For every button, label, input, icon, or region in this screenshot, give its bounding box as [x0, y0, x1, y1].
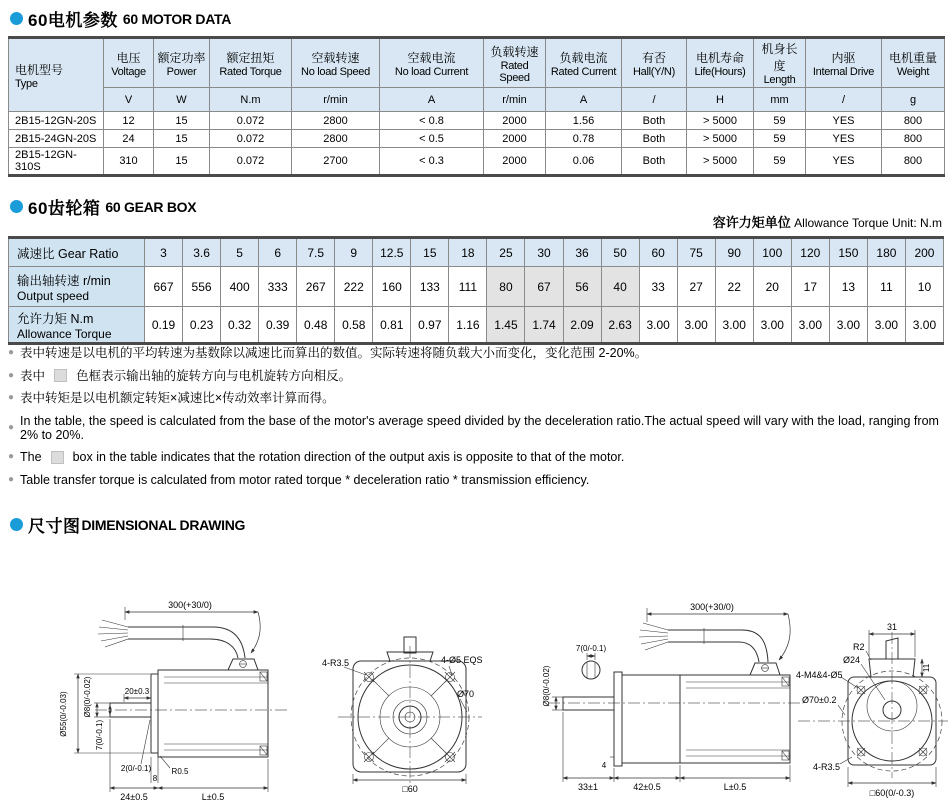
motor-value-cell: 2000: [484, 130, 546, 148]
gear-row-label-line2: Output speed: [17, 288, 90, 303]
motor-value-cell: YES: [806, 130, 882, 148]
gear-value-cell: 0.39: [259, 307, 297, 344]
motor-col-header-zh: 电机型号: [15, 62, 64, 77]
gear-value-cell: 333: [259, 267, 297, 307]
gear-ratio-cell: 150: [829, 238, 867, 267]
gear-ratio-cell: 5: [221, 238, 259, 267]
gear-ratio-cell: 12.5: [373, 238, 411, 267]
motor-col-header-en: Rated Current: [550, 65, 617, 78]
motor-value-cell: 0.78: [546, 130, 622, 148]
gear-value-cell: 0.97: [411, 307, 449, 344]
dim-label-body-dia: Ø55(0/-0.03): [59, 691, 68, 737]
motor-model-cell: 2B15-12GN-310S: [9, 148, 104, 176]
motor-unit-cell: r/min: [484, 88, 546, 112]
motor-value-cell: 800: [882, 148, 945, 176]
dim-label-mount-holes: 4-Ø5 EQS: [441, 655, 483, 665]
gear-value-cell: 3.00: [905, 307, 943, 344]
motor-col-header-zh: 负载电流: [559, 50, 608, 65]
motor-value-cell: 59: [754, 148, 806, 176]
motor-value-cell: 15: [154, 112, 210, 130]
motor-col-header-zh: 负载转速: [490, 44, 539, 59]
motor-unit-cell: W: [154, 88, 210, 112]
gear-value-cell: 22: [715, 267, 753, 307]
motor-col-header: [484, 38, 546, 88]
motor-unit-cell: A: [380, 88, 484, 112]
bullet-dot-icon: [10, 12, 23, 25]
gear-row-label-line2: Allowance Torque: [17, 326, 112, 341]
gear-table-row: [9, 267, 944, 307]
gear-ratio-cell: 3.6: [183, 238, 221, 267]
gear-value-cell: 0.23: [183, 307, 221, 344]
gear-row-label-line1: 输出轴转速 r/min: [17, 273, 111, 288]
motor-col-header: [687, 38, 754, 88]
note-bullet-icon: ●: [8, 451, 15, 462]
bullet-dot-icon: [10, 200, 23, 213]
gear-value-cell: 33: [639, 267, 677, 307]
drawing-gearmotor-side-view: [542, 602, 800, 792]
gear-ratio-cell: 50: [601, 238, 639, 267]
gear-row-label: [9, 267, 145, 307]
motor-col-header: [9, 38, 104, 112]
allowance-torque-unit-note: [713, 212, 942, 231]
dim-label-body-length: L±0.5: [723, 782, 747, 792]
motor-col-header: [380, 38, 484, 88]
note-text: 色框表示输出轴的旋转方向与电机旋转方向相反。: [76, 368, 352, 383]
motor-value-cell: YES: [806, 148, 882, 176]
motor-table-body: [9, 112, 945, 176]
gear-ratio-cell: 100: [753, 238, 791, 267]
gear-ratio-cell: 7.5: [297, 238, 335, 267]
motor-value-cell: 2800: [292, 130, 380, 148]
unit-note-en: Allowance Torque Unit: N.m: [794, 216, 942, 230]
motor-value-cell: > 5000: [687, 148, 754, 176]
motor-value-cell: < 0.5: [380, 130, 484, 148]
dim-label-corner-radius: 4-R3.5: [813, 762, 841, 772]
motor-col-header: [882, 38, 945, 88]
dim-label-mount-holes: 4-M4&4-Ø5: [796, 670, 843, 680]
motor-value-cell: 2000: [484, 148, 546, 176]
gear-value-cell: 3.00: [677, 307, 715, 344]
motor-unit-cell: N.m: [210, 88, 292, 112]
gear-value-cell: 0.81: [373, 307, 411, 344]
drawing-motor-front-view: [322, 637, 483, 794]
motor-value-cell: Both: [622, 130, 687, 148]
note-item: [8, 414, 944, 442]
dim-label-cable-length: 300(+30/0): [690, 602, 734, 612]
motor-col-header-zh: 电机重量: [888, 50, 937, 65]
motor-value-cell: 0.06: [546, 148, 622, 176]
motor-col-header-zh: 空载转速: [311, 50, 360, 65]
note-bullet-icon: ●: [8, 392, 15, 403]
gear-ratio-cell: 18: [449, 238, 487, 267]
motor-value-cell: 310: [104, 148, 154, 176]
gear-value-cell: 13: [829, 267, 867, 307]
motor-value-cell: 12: [104, 112, 154, 130]
dim-label-hub-dia: Ø24: [843, 655, 861, 665]
gear-table-row: [9, 307, 944, 344]
motor-title-zh: 60电机参数: [28, 11, 118, 30]
gear-value-cell: 11: [867, 267, 905, 307]
dim-label-radius: R2: [853, 642, 865, 652]
note-bullet-icon: ●: [8, 421, 15, 433]
dim-label-circle-dia: Ø70: [457, 689, 475, 699]
gear-value-cell: 20: [753, 267, 791, 307]
motor-value-cell: YES: [806, 112, 882, 130]
gray-box-swatch: [54, 369, 67, 382]
gear-value-cell: 3.00: [867, 307, 905, 344]
motor-table-row: [9, 148, 945, 176]
motor-col-header-en: Rated Speed: [499, 59, 530, 84]
motor-col-header-zh: 电压: [116, 50, 141, 65]
motor-value-cell: 59: [754, 112, 806, 130]
motor-unit-cell: g: [882, 88, 945, 112]
dim-label-body-length: L±0.5: [201, 792, 225, 802]
motor-col-header-en: Life(Hours): [694, 65, 746, 78]
gear-ratio-cell: 180: [867, 238, 905, 267]
motor-data-table: [8, 36, 945, 177]
motor-title-en: 60 MOTOR DATA: [122, 10, 232, 27]
gear-value-cell: 3.00: [829, 307, 867, 344]
motor-value-cell: 0.072: [210, 112, 292, 130]
gear-ratio-cell: 200: [905, 238, 943, 267]
motor-col-header: [292, 38, 380, 88]
gearbox-title-en: 60 GEAR BOX: [105, 198, 197, 215]
dimensional-drawings: [0, 540, 950, 808]
motor-value-cell: 1.56: [546, 112, 622, 130]
motor-col-header: [806, 38, 882, 88]
dim-label-key-flat: 7(0/-0.1): [95, 719, 104, 751]
note-text: Table transfer torque is calculated from motor rated torque * deceleration ratio * transmission efficiency.: [20, 472, 590, 487]
motor-value-cell: 2800: [292, 112, 380, 130]
gear-value-cell: 111: [449, 267, 487, 307]
gear-value-cell: 3.00: [753, 307, 791, 344]
motor-col-header-en: Weight: [896, 65, 930, 78]
gear-ratio-cell: 30: [525, 238, 563, 267]
gear-value-cell: 56: [563, 267, 601, 307]
gear-value-cell: 1.74: [525, 307, 563, 344]
motor-value-cell: 15: [154, 148, 210, 176]
note-item: [8, 450, 944, 464]
dim-label-step: 4: [601, 761, 607, 770]
motor-col-header-en: No load Current: [394, 65, 469, 78]
motor-col-header-en: No load Speed: [301, 65, 370, 78]
dim-label-front-length: 24±0.5: [120, 792, 148, 802]
gear-value-cell: 160: [373, 267, 411, 307]
motor-col-header: [210, 38, 292, 88]
gray-box-swatch: [51, 451, 64, 464]
gearbox-title-zh: 60齿轮箱: [28, 199, 101, 218]
motor-unit-cell: H: [687, 88, 754, 112]
unit-note-zh: 容许力矩单位: [712, 215, 791, 230]
dim-label-key-flat: 7(0/-0.1): [575, 644, 607, 653]
gear-ratio-cell: 90: [715, 238, 753, 267]
motor-value-cell: 24: [104, 130, 154, 148]
gear-value-cell: 2.09: [563, 307, 601, 344]
motor-value-cell: 15: [154, 130, 210, 148]
dim-label-corner-radius: 4-R3.5: [322, 658, 350, 668]
dim-label-shaft-dia: Ø8(0/-0.02): [83, 676, 92, 718]
motor-value-cell: < 0.3: [380, 148, 484, 176]
motor-col-header-en: Rated Torque: [219, 65, 282, 78]
motor-col-header: [154, 38, 210, 88]
gear-value-cell: 667: [145, 267, 183, 307]
note-item: [8, 473, 944, 487]
motor-col-header-zh: 内驱: [831, 50, 856, 65]
gear-value-cell: 133: [411, 267, 449, 307]
dim-label-shaft-length: 33±1: [578, 782, 598, 792]
gear-value-cell: 3.00: [639, 307, 677, 344]
dim-label-key-depth: 2(0/-0.1): [120, 764, 152, 773]
dim-label-step: 8: [152, 774, 158, 783]
motor-value-cell: 2000: [484, 112, 546, 130]
note-item: [8, 369, 944, 383]
gear-row-label: [9, 238, 145, 267]
note-bullet-icon: ●: [8, 473, 15, 485]
gear-value-cell: 1.16: [449, 307, 487, 344]
motor-table-row: [9, 112, 945, 130]
motor-unit-cell: /: [806, 88, 882, 112]
gear-value-cell: 1.45: [487, 307, 525, 344]
motor-col-header-zh: 机身长度: [761, 42, 798, 73]
motor-section-title: [10, 6, 231, 31]
gear-table-body: [9, 238, 944, 344]
note-item: [8, 391, 944, 405]
note-text: In the table, the speed is calculated from the base of the motor's average speed divided by the deceleration ratio.The actual speed will vary with the load, ranging from 2% to 20%.: [20, 413, 939, 442]
motor-col-header-zh: 电机寿命: [695, 50, 744, 65]
gear-ratio-cell: 6: [259, 238, 297, 267]
gear-value-cell: 0.19: [145, 307, 183, 344]
motor-col-header-en: Internal Drive: [812, 65, 875, 78]
gear-value-cell: 2.63: [601, 307, 639, 344]
drawing-title-zh: 尺寸图: [28, 517, 81, 536]
motor-value-cell: 59: [754, 130, 806, 148]
motor-col-header-en: Power: [166, 65, 197, 78]
motor-unit-cell: r/min: [292, 88, 380, 112]
motor-model-cell: 2B15-24GN-20S: [9, 130, 104, 148]
gear-ratio-cell: 36: [563, 238, 601, 267]
motor-col-header-en: Length: [763, 74, 796, 86]
note-item: [8, 346, 944, 360]
gear-table-row: [9, 238, 944, 267]
motor-value-cell: > 5000: [687, 130, 754, 148]
drawing-gearbox-front-view: [796, 622, 948, 798]
motor-col-header: [622, 38, 687, 88]
dim-label-shaft-height: 11: [922, 663, 931, 673]
motor-value-cell: 2700: [292, 148, 380, 176]
gear-ratio-cell: 3: [145, 238, 183, 267]
gear-row-label-line1: 允许力矩 N.m: [17, 311, 94, 326]
motor-value-cell: 0.072: [210, 148, 292, 176]
motor-col-header-en: Hall(Y/N): [633, 65, 675, 78]
gear-value-cell: 400: [221, 267, 259, 307]
gear-ratio-cell: 25: [487, 238, 525, 267]
note-text: box in the table indicates that the rotation direction of the output axis is opposite to that of the motor.: [72, 450, 625, 464]
gear-value-cell: 40: [601, 267, 639, 307]
dim-label-circle-dia: Ø70±0.2: [802, 695, 837, 705]
gear-value-cell: 27: [677, 267, 715, 307]
motor-col-header-zh: 额定功率: [157, 50, 206, 65]
gear-value-cell: 67: [525, 267, 563, 307]
dim-label-fillet-radius: R0.5: [171, 767, 189, 776]
dim-label-cable-length: 300(+30/0): [168, 600, 212, 610]
gear-value-cell: 0.48: [297, 307, 335, 344]
motor-col-header: [546, 38, 622, 88]
gear-row-label-line1: 减速比 Gear Ratio: [17, 246, 119, 261]
motor-unit-cell: A: [546, 88, 622, 112]
motor-value-cell: Both: [622, 112, 687, 130]
notes-list: [8, 346, 944, 495]
dim-label-square: □60(0/-0.3): [869, 788, 915, 798]
motor-value-cell: Both: [622, 148, 687, 176]
motor-value-cell: < 0.8: [380, 112, 484, 130]
note-bullet-icon: ●: [8, 369, 15, 381]
gear-value-cell: 556: [183, 267, 221, 307]
gearbox-table: [8, 236, 944, 345]
motor-model-cell: 2B15-12GN-20S: [9, 112, 104, 130]
gear-value-cell: 267: [297, 267, 335, 307]
bullet-dot-icon: [10, 518, 23, 531]
note-text: The: [20, 450, 42, 464]
gear-value-cell: 80: [487, 267, 525, 307]
drawing-motor-side-view: [59, 600, 288, 802]
gear-value-cell: 17: [791, 267, 829, 307]
gear-ratio-cell: 9: [335, 238, 373, 267]
motor-col-header: [104, 38, 154, 88]
motor-value-cell: > 5000: [687, 112, 754, 130]
drawing-section-title: [10, 512, 245, 537]
motor-table-row: [9, 130, 945, 148]
gear-ratio-cell: 120: [791, 238, 829, 267]
motor-unit-cell: mm: [754, 88, 806, 112]
gear-value-cell: 3.00: [715, 307, 753, 344]
dim-label-shaft-dia: Ø8(0/-0.02): [542, 665, 551, 707]
gear-ratio-cell: 15: [411, 238, 449, 267]
motor-value-cell: 800: [882, 112, 945, 130]
motor-col-header-zh: 有否: [641, 50, 666, 65]
motor-col-header-en: Type: [15, 77, 38, 90]
motor-value-cell: 0.072: [210, 130, 292, 148]
gear-row-label: [9, 307, 145, 344]
gear-ratio-cell: 75: [677, 238, 715, 267]
note-text: 表中: [20, 368, 46, 383]
gear-ratio-cell: 60: [639, 238, 677, 267]
dim-label-gearbox-length: 42±0.5: [633, 782, 661, 792]
motor-unit-cell: V: [104, 88, 154, 112]
motor-col-header-zh: 空载电流: [407, 50, 456, 65]
motor-col-header-zh: 额定扭矩: [226, 50, 275, 65]
gear-value-cell: 0.58: [335, 307, 373, 344]
motor-table-head: [9, 38, 945, 112]
note-text: 表中转矩是以电机额定转矩×减速比×传动效率计算而得。: [20, 391, 335, 405]
gear-value-cell: 222: [335, 267, 373, 307]
gear-value-cell: 10: [905, 267, 943, 307]
drawing-title-en: DIMENSIONAL DRAWING: [81, 516, 246, 533]
motor-col-header-en: Voltage: [111, 65, 146, 78]
gear-value-cell: 0.32: [221, 307, 259, 344]
dim-label-shaft-top-width: 31: [886, 622, 898, 632]
motor-col-header: [754, 38, 806, 88]
gear-value-cell: 3.00: [791, 307, 829, 344]
dim-label-square: □60: [402, 784, 418, 794]
gearbox-section-title: [10, 194, 196, 219]
note-text: 表中转速是以电机的平均转速为基数除以减速比而算出的数值。实际转速将随负载大小而变化，变化范围 2-20%。: [20, 346, 648, 360]
motor-value-cell: 800: [882, 130, 945, 148]
note-bullet-icon: ●: [8, 347, 15, 358]
dim-label-shaft-length: 20±0.3: [124, 687, 150, 696]
motor-unit-cell: /: [622, 88, 687, 112]
